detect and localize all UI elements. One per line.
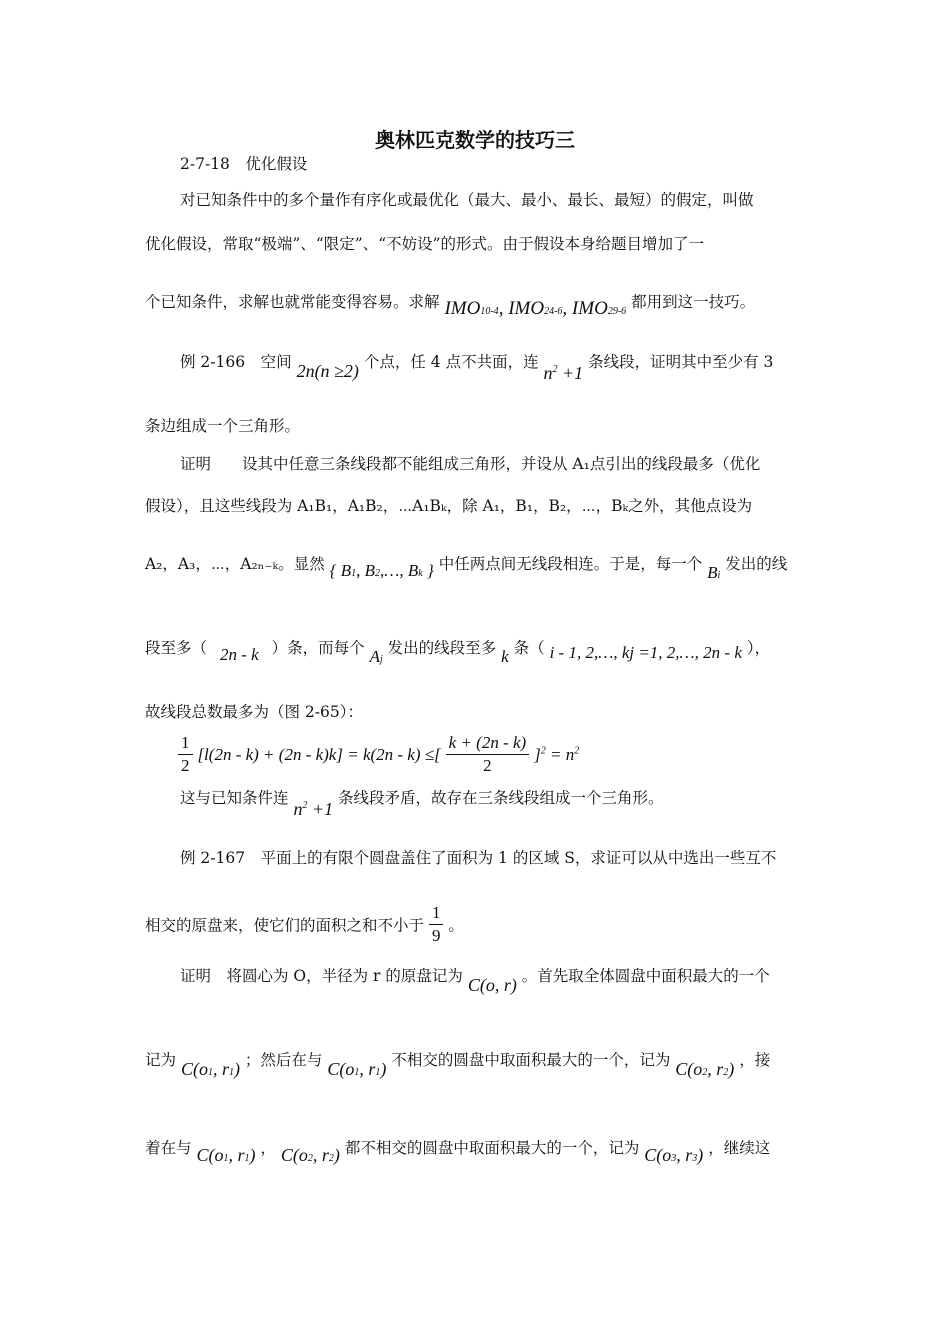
formula-2n: 2n(n ≥2): [296, 360, 359, 381]
proof-166-line-4: 段至多（ 2n - k ）条，而每个 Aj 发出的线段至多 k 条（ i - 1, 2,…, kj =1, 2,…, 2n - k ），: [145, 639, 771, 666]
imo-references-formula: IMO10-4, IMO24-6, IMO29-6: [444, 298, 627, 319]
example-166-line-1: 例 2-166 空间 2n(n ≥2) 个点，任 4 点不共面，连 $n^2 +1$ 条线段，证明其中至少有 3: [180, 353, 774, 383]
fraction-one-ninth: $\frac{1}{9}$: [429, 902, 444, 947]
page-title: 奥林匹克数学的技巧三: [375, 128, 575, 152]
proof-166-line-3: A₂，A₃，⋯，A₂ₙ₋ₖ。显然 { B1, B2,…, Bk } 中任两点间无线段相连。于是，每一个 Bi 发出的线: [145, 555, 788, 582]
proof-167-line-2: 记为 C(o1, r1) ；然后在与 C(o1, r1) 不相交的圆盘中取面积最大的一个，记为 C(o2, r2) ，接: [145, 1051, 771, 1079]
proof-166-line-6: 这与已知条件连 $n^2 +1$ 条线段矛盾，故存在三条线段组成一个三角形。: [180, 789, 664, 819]
formula-index-ranges: i - 1, 2,…, kj =1, 2,…, 2n - k: [549, 643, 742, 662]
formula-n2-plus-1: $n^2 +1$: [543, 362, 584, 383]
intro-line-2: 优化假设，常取“极端”、“限定”、“不妨设”的形式。由于假设本身给题目增加了一: [145, 235, 705, 253]
formula-bi: Bi: [707, 563, 721, 582]
formula-c-o1-r1: C(o1, r1): [180, 1058, 240, 1079]
formula-n2-plus-1: $n^2 +1$: [293, 798, 334, 819]
proof-166-line-1: 证明 设其中任意三条线段都不能组成三角形，并设从 A₁点引出的线段最多（优化: [180, 455, 761, 473]
formula-2n-minus-k: 2n - k: [219, 645, 259, 664]
equation-total-segments: $\frac{1}{2}$ [l(2n - k) + (2n - k)k] = k(2n - k) ≤[ $\frac{k + (2n - k)}{2}$ ]$^2 = n^2$: [178, 732, 579, 777]
formula-c-o3-r3: C(o3, r3): [644, 1144, 704, 1165]
formula-c-o1-r1: C(o1, r1): [196, 1144, 256, 1165]
proof-166-line-5: 故线段总数最多为（图 2-65）：: [145, 703, 363, 721]
formula-c-o1-r1: C(o1, r1): [327, 1058, 387, 1079]
section-heading: 2-7-18 优化假设: [180, 155, 308, 173]
intro-line-3: 个已知条件，求解也就常能变得容易。求解 IMO10-4, IMO24-6, IMO29-6 都用到这一技巧。: [145, 293, 756, 319]
example-166-line-2: 条边组成一个三角形。: [145, 417, 301, 435]
proof-167-line-3: 着在与 C(o1, r1) ， C(o2, r2) 都不相交的圆盘中取面积最大的一个，记为 C(o3, r3) ，继续这: [145, 1139, 771, 1165]
formula-c-o2-r2: C(o2, r2): [280, 1144, 340, 1165]
formula-aj: Aj: [369, 647, 383, 666]
example-167-line-2: 相交的原盘来，使它们的面积之和不小于 $\frac{1}{9}$ 。: [145, 903, 464, 945]
proof-166-line-2: 假设），且这些线段为 A₁B₁，A₁B₂，⋯A₁Bₖ，除 A₁，B₁，B₂，⋯，Bₖ之外，其他点设为: [145, 497, 753, 515]
example-167-line-1: 例 2-167 平面上的有限个圆盘盖住了面积为 1 的区域 S，求证可以从中选出一些互不: [180, 849, 777, 867]
proof-167-line-1: 证明 将圆心为 O，半径为 r 的原盘记为 C(o, r) 。首先取全体圆盘中面积最大的一个: [180, 967, 770, 995]
formula-c-o2-r2: C(o2, r2): [675, 1058, 735, 1079]
formula-k: k: [501, 647, 509, 666]
formula-b-set: { B1, B2,…, Bk }: [329, 561, 434, 580]
formula-c-o-r: C(o, r): [467, 974, 517, 995]
intro-line-1: 对已知条件中的多个量作有序化或最优化（最大、最小、最长、最短）的假定，叫做: [180, 191, 754, 209]
